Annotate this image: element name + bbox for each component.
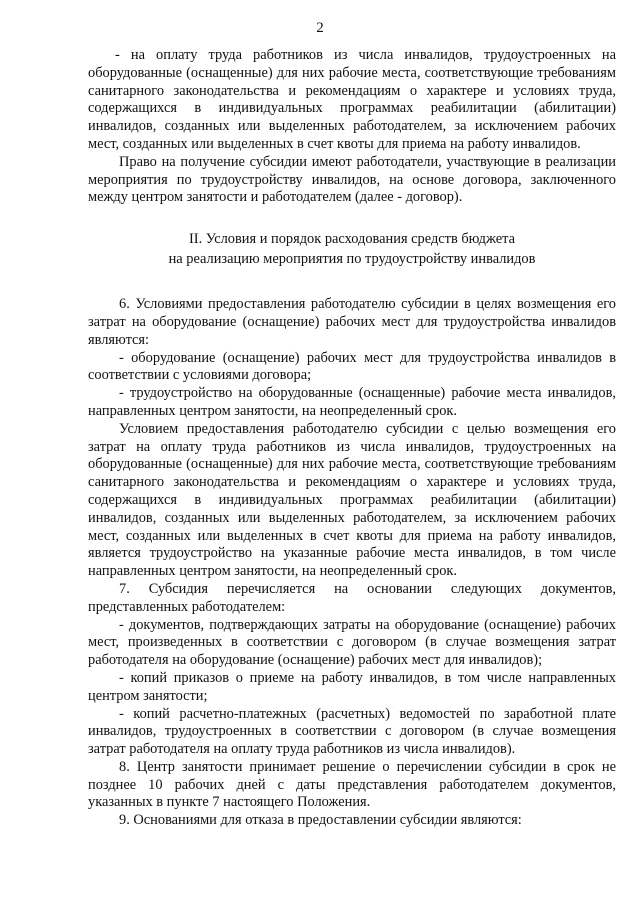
- section-heading: [88, 229, 616, 269]
- paragraph-clause-6-item-2: - трудоустройство на оборудованные (оснащенные) рабочие места инвалидов, направленных центром занятости, на неопределенный срок.: [88, 385, 616, 419]
- section-heading-line-1: II. Условия и порядок расходования средств бюджета: [189, 231, 515, 248]
- paragraph-clause-6-item-1: - оборудование (оснащение) рабочих мест для трудоустройства инвалидов в соответствии с условиями договора;: [88, 349, 616, 384]
- paragraph-clause-7-item-3: - копий расчетно-платежных (расчетных) ведомостей по заработной плате инвалидов, трудоустроенных в соответствии с договором (в случае возмещения затрат работодателя на оплату труда работников из числа инвалидов).: [88, 705, 616, 758]
- paragraph-clause-6: 6. Условиями предоставления работодателю субсидии в целях возмещения его затрат на оборудование (оснащение) рабочих мест для трудоустройства инвалидов являются:: [88, 296, 616, 348]
- paragraph-clause-7-item-1: - документов, подтверждающих затраты на оборудование (оснащение) рабочих мест, произведенных в соответствии с договором (в случае возмещения затрат работодателя на оборудование (оснащение) рабочих мест для инвалидов);: [88, 616, 616, 669]
- paragraph-clause-9: 9. Основаниями для отказа в предоставлении субсидии являются:: [119, 812, 522, 829]
- paragraph-clause-7: 7. Субсидия перечисляется на основании следующих документов, представленных работодателем:: [88, 580, 616, 615]
- page-number: 2: [316, 20, 324, 36]
- paragraph-wage-compensation-item: - на оплату труда работников из числа инвалидов, трудоустроенных на оборудованные (оснащенные) для них рабочие места, соответствующие требованиям санитарного законодательства и рекомендациям о характере и условиях труда, содержащихся в индивидуальных программах реабилитации (абилитации) инвалидов, созданных или выделенных работодателем, за исключением рабочих мест, созданных или выделенных в счет квоты для приема на работу инвалидов.: [88, 47, 616, 152]
- section-heading-line-2: на реализацию мероприятия по трудоустройству инвалидов: [168, 251, 536, 268]
- document-body: [88, 47, 616, 830]
- paragraph-eligibility: Право на получение субсидии имеют работодатели, участвующие в реализации мероприятия по трудоустройству инвалидов, на основе договора, заключенного между центром занятости и работодателем (далее - договор).: [88, 153, 616, 206]
- paragraph-clause-8: 8. Центр занятости принимает решение о перечислении субсидии в срок не позднее 10 рабочих дней с даты представления работодателем документов, указанных в пункте 7 настоящего Положения.: [88, 758, 616, 811]
- paragraph-clause-7-item-2: - копий приказов о приеме на работу инвалидов, в том числе направленных центром занятости;: [88, 669, 616, 704]
- paragraph-wage-condition: Условием предоставления работодателю субсидии с целью возмещения его затрат на оплату труда работников из числа инвалидов, трудоустроенных на оборудованные (оснащенные) для них рабочие места, соответствующие требованиям санитарного законодательства и рекомендациям о характере и условиях труда, содержащихся в индивидуальных программах реабилитации (абилитации) инвалидов, созданных или выделенных работодателем, за исключением рабочих мест, созданных или выделенных в счет квоты для приема на работу инвалидов, является трудоустройство на указанные рабочие места инвалидов, в том числе направленных центром занятости, на неопределенный срок.: [88, 420, 616, 580]
